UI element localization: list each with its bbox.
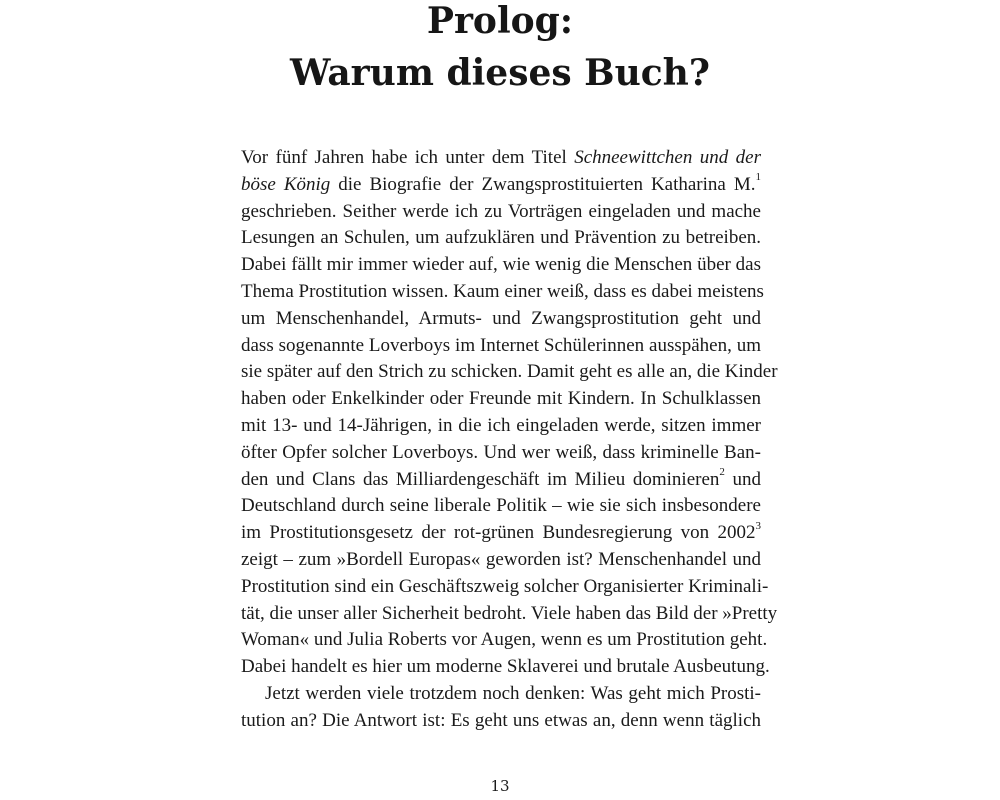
- text-line: den und Clans das Milliardengeschäft im Milieu dominieren$^2$ und: [241, 466, 762, 490]
- text-line: tät, die unser aller Sicherheit bedroht. Viele haben das Bild der »Pretty: [241, 602, 778, 624]
- text-line: mit 13- und 14-Jährigen, in die ich eingeladen werde, sitzen immer: [241, 414, 761, 436]
- footnote-ref-1: 1: [755, 171, 761, 184]
- text-line: dass sogenannte Loverboys im Internet Schülerinnen ausspähen, um: [241, 334, 761, 356]
- text-line: öfter Opfer solcher Loverboys. Und wer weiß, dass kriminelle Ban-: [241, 441, 761, 463]
- text-line: sie später auf den Strich zu schicken. Damit geht es alle an, die Kinder: [241, 361, 778, 383]
- footnote-ref-3: 3: [755, 519, 761, 532]
- text-line: um Menschenhandel, Armuts- und Zwangsprostitution geht und: [241, 307, 761, 329]
- body-text: [241, 145, 778, 735]
- text-line: geschrieben. Seither werde ich zu Vorträgen eingeladen und mache: [241, 200, 761, 222]
- text-line: im Prostitutionsgesetz der rot-grünen Bundesregierung von 2002$^3$: [241, 519, 761, 544]
- chapter-title-line-2: Warum dieses Buch?: [290, 52, 710, 94]
- book-title-continued: böse König: [241, 173, 331, 195]
- text-line: Prostitution sind ein Geschäftszweig solcher Organisierter Kriminali-: [241, 575, 769, 597]
- text-line: haben oder Enkelkinder oder Freunde mit Kindern. In Schulklassen: [241, 388, 761, 410]
- text-line: Vor fünf Jahren habe ich unter dem Titel Schneewittchen und der: [241, 147, 761, 168]
- chapter-title-line-1: Prolog:: [426, 0, 574, 42]
- text-line-paragraph-start: Jetzt werden viele trotzdem noch denken: Was geht mich Prosti-: [265, 682, 761, 704]
- text-line: tution an? Die Antwort ist: Es geht uns etwas an, denn wenn täglich: [241, 709, 761, 731]
- page-number: 13: [490, 777, 510, 795]
- text-line: Deutschland durch seine liberale Politik – wie sie sich insbesondere: [241, 495, 761, 517]
- text-line: Lesungen an Schulen, um aufzuklären und Prävention zu betreiben.: [241, 227, 761, 249]
- text-line: Dabei fällt mir immer wieder auf, wie wenig die Menschen über das: [241, 254, 761, 276]
- footnote-ref-2: 2: [719, 466, 725, 479]
- text-line: böse König die Biografie der Zwangsprostituierten Katharina M.$^1$: [241, 171, 761, 195]
- text-line: Thema Prostitution wissen. Kaum einer weiß, dass es dabei meistens: [241, 280, 764, 302]
- text-line-paragraph-end: Dabei handelt es hier um moderne Sklaverei und brutale Ausbeutung.: [241, 656, 770, 678]
- text-line: Woman« und Julia Roberts vor Augen, wenn es um Prostitution geht.: [241, 629, 768, 651]
- book-title: Schneewittchen und der: [574, 147, 761, 168]
- text-line: zeigt – zum »Bordell Europas« geworden ist? Menschenhandel und: [241, 548, 761, 570]
